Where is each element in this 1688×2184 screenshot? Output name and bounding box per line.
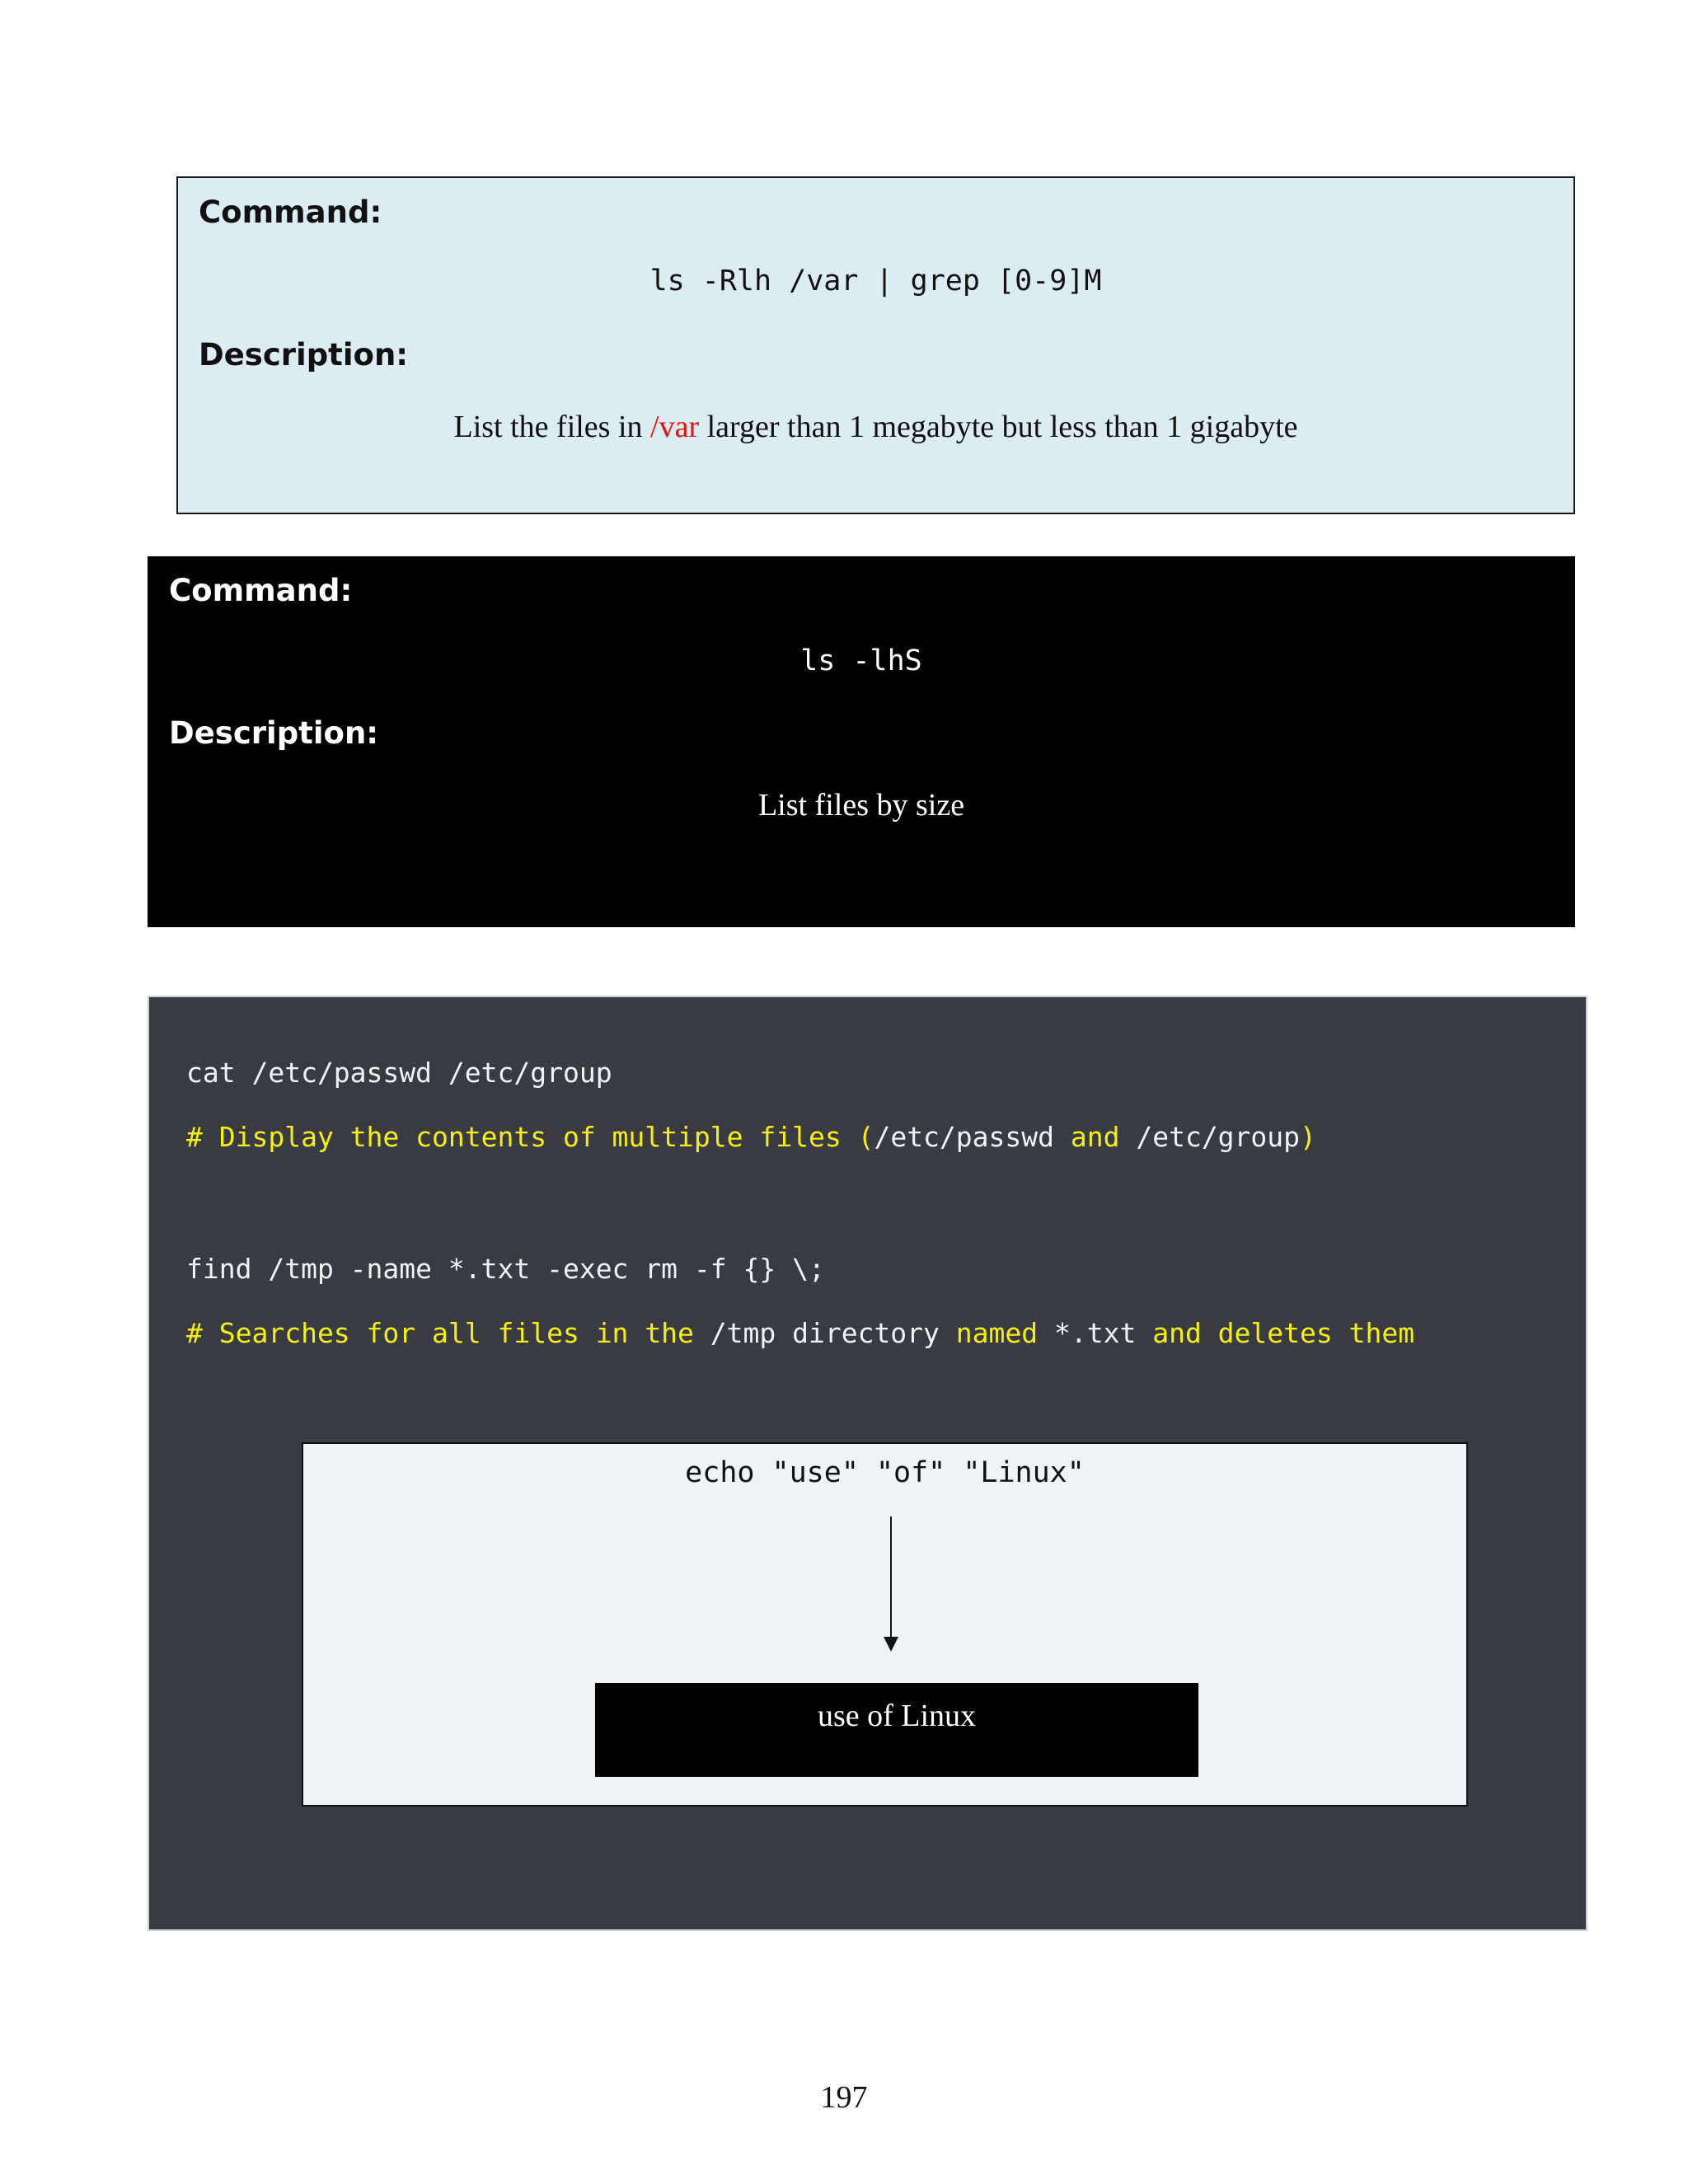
description-part: List the files in: [453, 410, 651, 444]
arrow-head-icon: [884, 1637, 898, 1652]
command-box-ls-rlh: [176, 176, 1575, 514]
code-comment-find: [186, 1317, 1414, 1349]
comment-part: and: [1054, 1121, 1137, 1153]
description-text: [178, 409, 1573, 445]
description-part: larger than 1 megabyte but less than 1 gigabyte: [699, 410, 1298, 444]
command-box-ls-lhs: [148, 556, 1575, 927]
echo-output-box: [595, 1683, 1198, 1777]
echo-output: use of Linux: [817, 1699, 977, 1733]
comment-part: /tmp directory: [710, 1317, 940, 1349]
arrow-down-icon: [890, 1516, 892, 1640]
comment-part: and deletes them: [1136, 1317, 1415, 1349]
comment-part: # Searches for all files in the: [186, 1317, 710, 1349]
echo-diagram: [302, 1442, 1468, 1807]
description-label: Description:: [199, 337, 409, 373]
comment-part: named: [939, 1317, 1054, 1349]
description-text: List files by size: [757, 788, 965, 823]
description-label: Description:: [169, 715, 379, 751]
comment-part: # Display the contents of multiple files (: [186, 1121, 874, 1153]
code-line-find: find /tmp -name *.txt -exec rm -f {} \;: [186, 1253, 825, 1285]
command-label: Command:: [199, 194, 382, 230]
comment-part: ): [1300, 1121, 1316, 1153]
code-comment-cat: [186, 1121, 1316, 1153]
page-number: 197: [820, 2080, 868, 2115]
comment-part: *.txt: [1054, 1317, 1137, 1349]
echo-command: echo "use" "of" "Linux": [685, 1456, 1085, 1489]
code-example-box: [148, 996, 1587, 1931]
comment-part: /etc/passwd: [874, 1121, 1054, 1153]
command-label: Command:: [169, 573, 353, 608]
command-text: ls -Rlh /var | grep [0-9]M: [649, 265, 1102, 298]
code-line-cat: cat /etc/passwd /etc/group: [186, 1057, 612, 1089]
description-highlight: /var: [650, 410, 700, 444]
command-text: ls -lhS: [800, 644, 922, 677]
comment-part: /etc/group: [1136, 1121, 1301, 1153]
